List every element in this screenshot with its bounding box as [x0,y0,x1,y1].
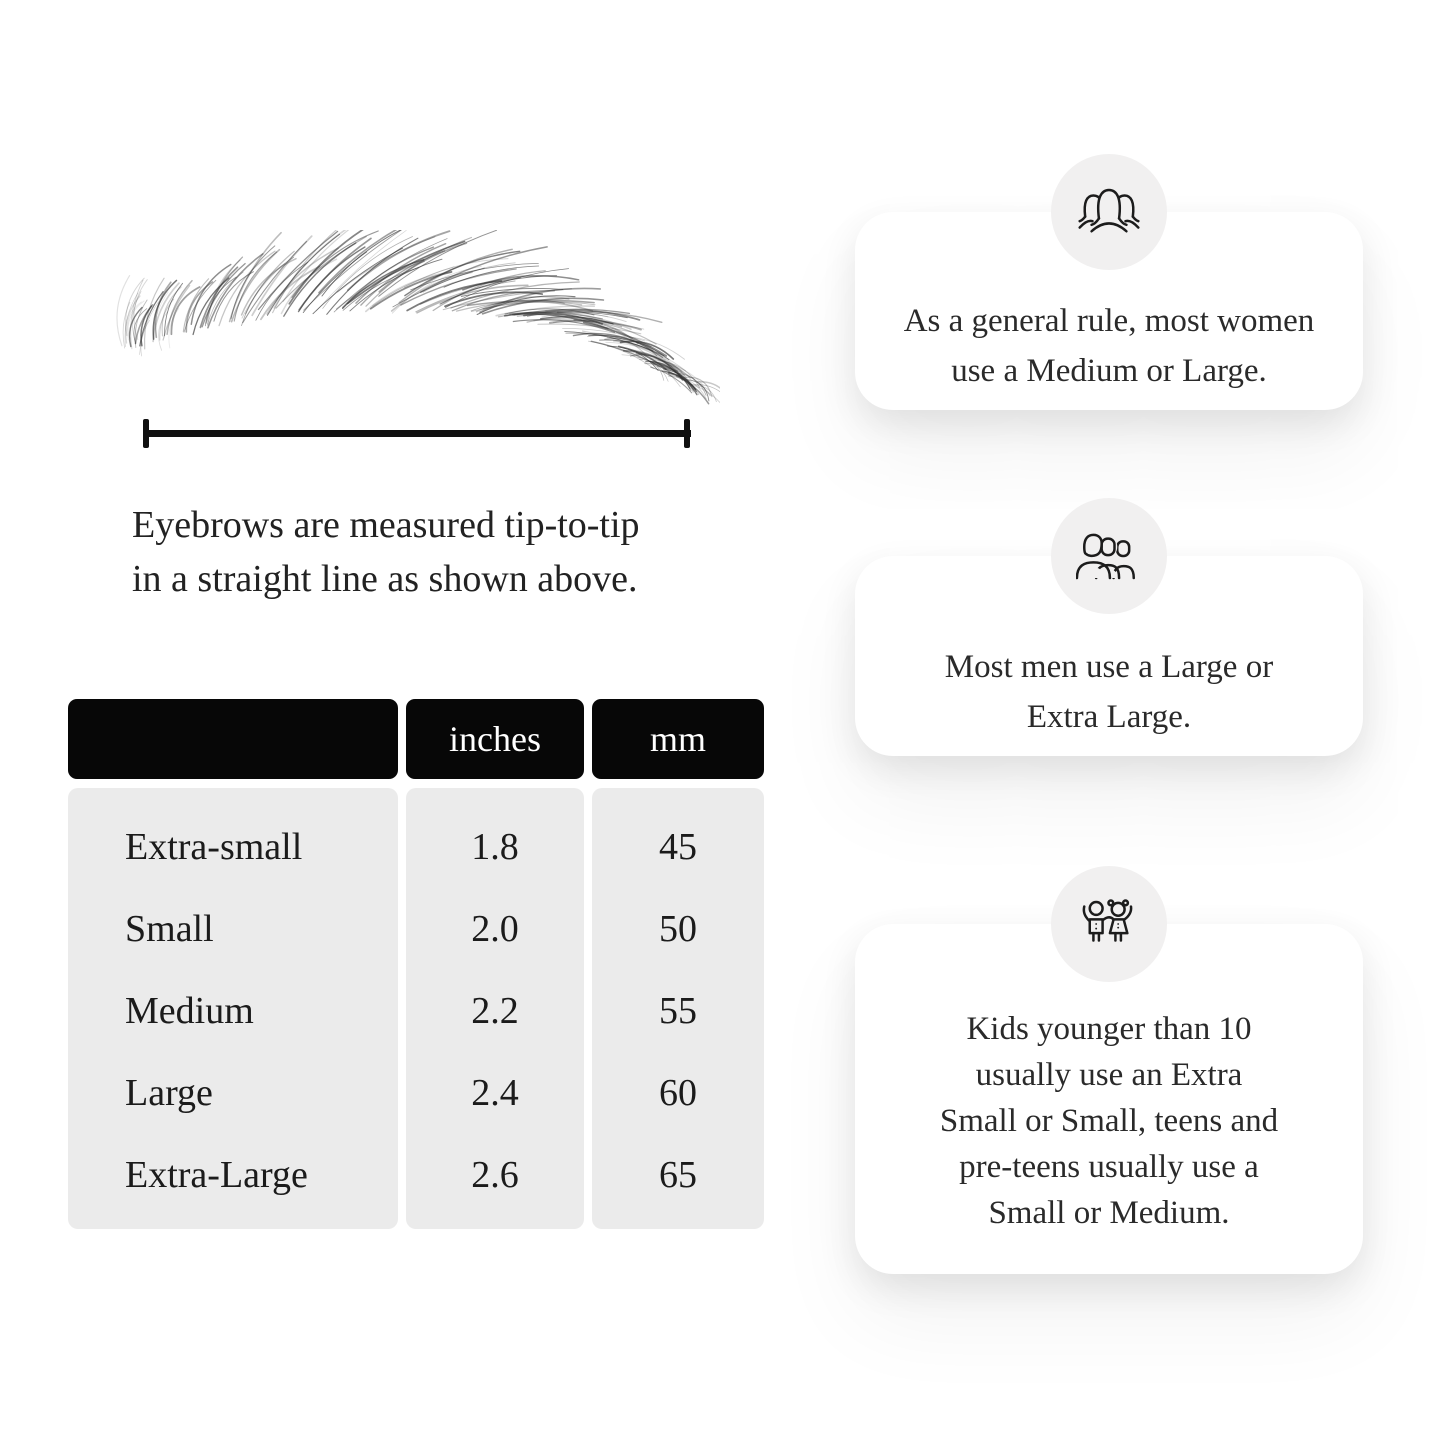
icon-circle [1051,866,1167,982]
table-header-inches: inches [406,699,584,779]
card-text-line: pre-teens usually use a [959,1149,1259,1185]
table-header-mm: mm [592,699,764,779]
size-label: Small [125,908,214,950]
size-label: Extra-small [125,826,303,868]
measurement-line [146,430,691,437]
card-text-line: Kids younger than 10 [966,1011,1252,1047]
size-label-column [68,788,398,1229]
card-text-line: As a general rule, most women [903,303,1315,339]
eyebrow-illustration [100,230,720,410]
card-text-line: usually use an Extra [975,1057,1243,1093]
inches-column [406,788,584,1229]
info-card-men [855,556,1363,756]
info-card-women [855,212,1363,410]
card-text [855,642,1363,742]
size-label: Extra-Large [125,1154,308,1196]
mm-value: 45 [659,826,697,868]
inches-value: 2.4 [471,1072,519,1114]
card-text [855,1006,1363,1236]
women-group-icon [1076,184,1142,240]
mm-value: 60 [659,1072,697,1114]
card-text-line: Extra Large. [1026,699,1192,735]
size-label: Medium [125,990,254,1032]
card-text-line: Small or Small, teens and [939,1103,1279,1139]
card-text [855,296,1363,396]
inches-value: 2.2 [471,990,519,1032]
caption-line-2: in a straight line as shown above. [132,558,638,600]
mm-column [592,788,764,1229]
inches-value: 2.0 [471,908,519,950]
mm-value: 50 [659,908,697,950]
inches-value: 1.8 [471,826,519,868]
mm-value: 55 [659,990,697,1032]
mm-value: 65 [659,1154,697,1196]
measurement-caption [132,498,732,606]
size-label: Large [125,1072,213,1114]
men-group-icon [1076,528,1142,584]
icon-circle [1051,154,1167,270]
table-header-blank [68,699,398,779]
measurement-line-left-cap [143,419,149,448]
icon-circle [1051,498,1167,614]
inches-value: 2.6 [471,1154,519,1196]
card-text-line: Small or Medium. [988,1195,1230,1231]
kids-icon [1076,896,1142,952]
card-text-line: use a Medium or Large. [951,353,1267,389]
info-card-kids [855,924,1363,1274]
card-text-line: Most men use a Large or [944,649,1274,685]
measurement-line-right-cap [684,419,690,448]
caption-line-1: Eyebrows are measured tip-to-tip [132,504,640,546]
